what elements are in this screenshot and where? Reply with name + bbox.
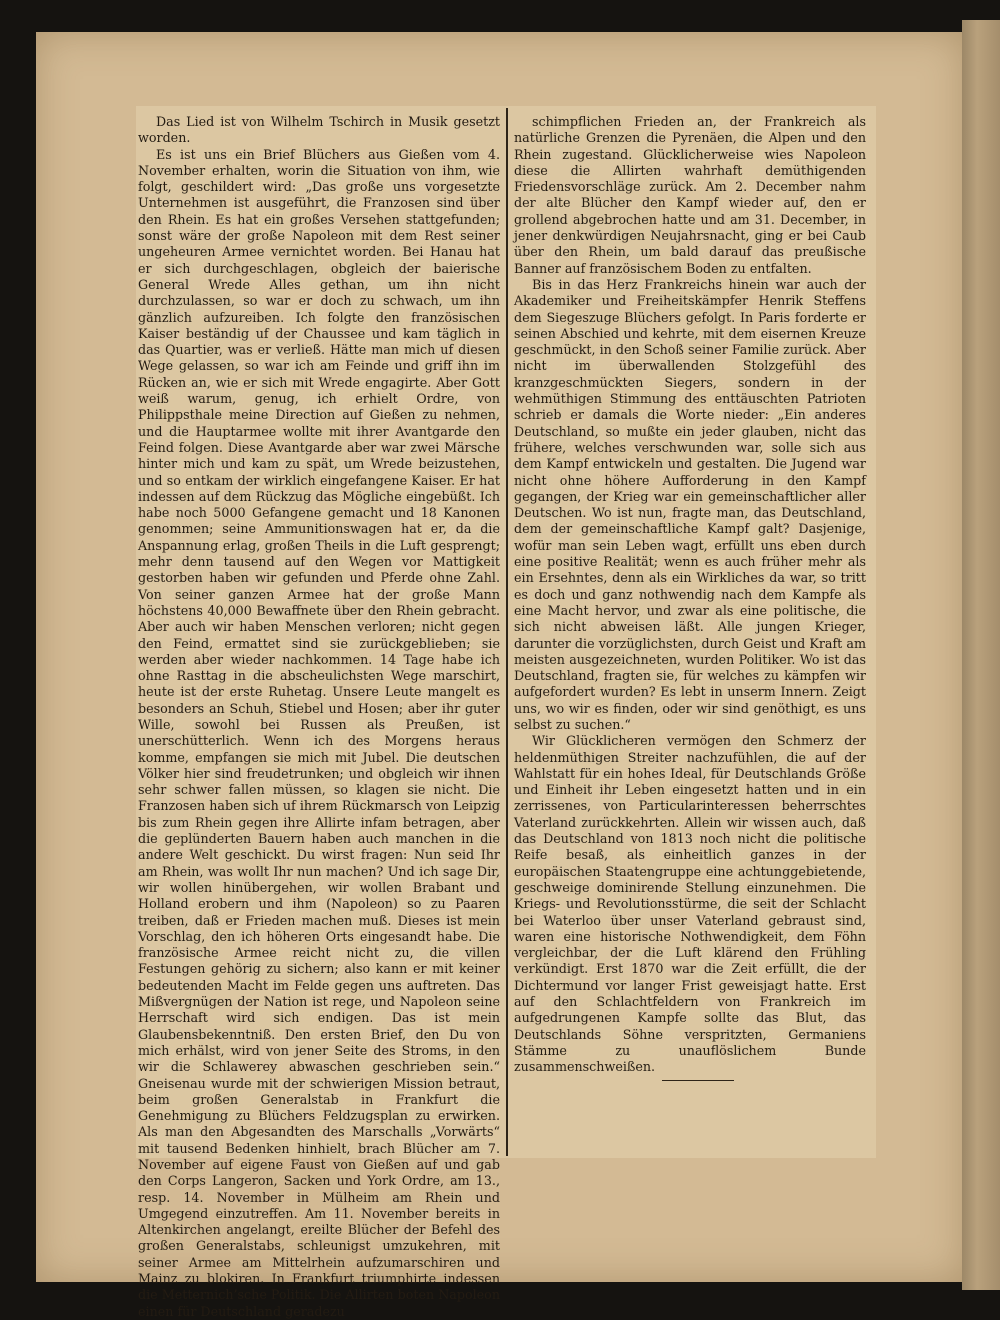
- paragraph: Es ist uns ein Brief Blüchers aus Gießen vom 4. November erhalten, worin die Situation von ihm, wie folgt, geschildert wird: „Das große uns vorgesetzte Unternehmen ist ausgeführt, die Franzosen sind über den Rhein. Es hat ein großes Versehen stattgefunden; sonst wäre der große Napoleon mit dem Rest seiner ungeheuren Armee vernichtet worden. Bei Hanau hat er sich durchgeschlagen, obgleich der baierische General Wrede Alles gethan, um ihn nicht durchzulassen, so war er doch zu schwach, um ihn gänzlich aufzureiben. Ich folgte den französischen Kaiser beständig uf der Chaussee und kam täglich in das Quartier, was er verließ. Hätte man mich uf diesen Wege gelassen, so war ich am Feinde und griff ihn im Rücken an, wie er sich mit Wrede engagirte. Aber Gott weiß warum, genug, ich erhielt Ordre, von Philippsthale meine Direction auf Gießen zu nehmen, und die Hauptarmee wollte mit ihrer Avantgarde den Feind folgen. Diese Avantgarde aber war zwei Märsche hinter mich und kam zu spät, um Wrede beizustehen, und so entkam der wirklich eingefangene Kaiser. Er hat indessen auf dem Rückzug das Mögliche eingebüßt. Ich habe noch 5000 Gefangene gemacht und 18 Kanonen genommen; seine Ammunitionswagen hat er, da die Anspannung erlag, großen Theils in die Luft gesprengt; mehr denn tausend auf den Wegen vor Mattigkeit gestorben haben wir gefunden und Pferde ohne Zahl. Von seiner ganzen Armee hat der große Mann höchstens 40,000 Bewaffnete über den Rhein gebracht. Aber auch wir haben Menschen verloren; nicht gegen den Feind, ermattet sind sie zurückgeblieben; sie werden aber wieder nachkommen. 14 Tage habe ich ohne Rasttag in die abscheulichsten Wege marschirt, heute ist der erste Ruhetag. Unsere Leute mangelt es besonders an Schuh, Stiebel und Hosen; aber ihr guter Wille, sowohl bei Russen als Preußen, ist unerschütterlich. Wenn ich des Morgens heraus komme, empfangen sie mich mit Jubel. Die deutschen Völker hier sind freudetrunken; und obgleich wir ihnen sehr schwer fallen müssen, so klagen sie nicht. Die Franzosen haben sich uf ihrem Rückmarsch von Leipzig bis zum Rhein gegen ihre Allirte infam betragen, aber die geplünderten Bauern haben auch manchen in die andere Welt geschickt. Du wirst fragen: Nun seid Ihr am Rhein, was wollt Ihr nun machen? Und ich sage Dir, wir wollen hinübergehen, wir wollen Brabant und Holland erobern und ihm (Napoleon) so zu Paaren treiben, daß er Frieden machen muß. Dieses ist mein Vorschlag, den ich höheren Orts eingesandt habe. Die französische Armee reicht nicht zu, die villen Festungen gehörig zu sichern; also kann er mit keiner bedeutenden Macht im Felde gegen uns auftreten. Das Mißvergnügen der Nation ist rege, und Napoleon seine Herrschaft wird sich endigen. Das ist mein Glaubensbekenntniß. Den ersten Brief, den Du von mich erhälst, wird von jener Seite des Stroms, in den wir die Schlawerey abwaschen geschrieben sein.“ Gneisenau wurde mit der schwierigen Mission betraut, beim großen Generalstab in Frankfurt die Genehmigung zu Blüchers Feldzugsplan zu erwirken. Als man den Abgesandten des Marschalls „Vorwärts“ mit tausend Bedenken hinhielt, brach Blücher am 7. November auf eigene Faust von Gießen auf und gab den Corps Langeron, Sacken und York Ordre, am 13., resp. 14. November in Mülheim am Rhein und Umgegend einzutreffen. Am 11. November bereits in Altenkirchen angelangt, ereilte Blücher der Befehl des großen Generalstabs, schleunigst umzukehren, mit seiner Armee am Mittelrhein aufzumarschiren und Mainz zu blokiren. In Frankfurt triumphirte indessen die Metternich’sche Politik. Die Allirten boten Napoleon einen für Deutschland geradezu: [138, 146, 500, 1319]
- paragraph: Bis in das Herz Frankreichs hinein war auch der Akademiker und Freiheitskämpfer Henrik Steffens dem Siegeszuge Blüchers gefolgt. In Paris forderte er seinen Abschied und kehrte, mit dem eisernen Kreuze geschmückt, in den Schoß seiner Familie zurück. Aber nicht im überwallenden Stolzgefühl des kranzgeschmückten Siegers, sondern in der wehmüthigen Stimmung des enttäuschten Patrioten schrieb er damals die Worte nieder: „Ein anderes Deutschland, so mußte ein jeder glauben, nicht das frühere, welches verschwunden war, solle sich aus dem Kampf entwickeln und gestalten. Die Jugend war nicht ohne höhere Aufforderung in den Kampf gegangen, der Krieg war ein gemeinschaftlicher aller Deutschen. Wo ist nun, fragte man, das Deutschland, dem der gemeinschaftliche Kampf galt? Dasjenige, wofür man sein Leben wagt, erfüllt uns eben durch eine positive Realität; wenn es auch früher mehr als ein Ersehntes, denn als ein Wirkliches da war, so tritt es doch und ganz nothwendig nach dem Kampfe als eine Macht hervor, und zwar als eine politische, die sich nicht abweisen läßt. Alle jungen Krieger, darunter die vorzüglichsten, durch Geist und Kraft am meisten ausgezeichneten, wurden Politiker. Wo ist das Deutschland, fragten sie, für welches zu kämpfen wir aufgefordert wurden? Es lebt in unserm Innern. Zeigt uns, wo wir es finden, oder wir sind genöthigt, es uns selbst zu suchen.“: [514, 276, 866, 732]
- column-divider: [506, 108, 508, 1156]
- right-column: [514, 114, 866, 1081]
- paragraph: schimpflichen Frieden an, der Frankreich als natürliche Grenzen die Pyrenäen, die Alpen und den Rhein zugestand. Glücklicherweise wies Napoleon diese die Allirten wahrhaft demüthigenden Friedensvorschläge zurück. Am 2. December nahm der alte Blücher den Kampf wieder auf, den er grollend abgebrochen hatte und am 31. December, in jener denkwürdigen Neujahrsnacht, ging er bei Caub über den Rhein, um bald darauf das preußische Banner auf französischem Boden zu entfalten.: [514, 114, 866, 276]
- paragraph: Wir Glücklicheren vermögen den Schmerz der heldenmüthigen Streiter nachzufühlen, die auf der Wahlstatt für ein hohes Ideal, für Deutschlands Größe und Einheit ihr Leben eingesetzt hatten und in ein zerrissenes, von Particularinteressen beherrschtes Vaterland zurückkehrten. Allein wir wissen auch, daß das Deutschland von 1813 noch nicht die politische Reife besaß, als einheitlich ganzes in der europäischen Staatengruppe eine achtunggebietende, geschweige dominirende Stellung einzunehmen. Die Kriegs- und Revolutionsstürme, die seit der Schlacht bei Waterloo über unser Vaterland gebraust sind, waren eine historische Nothwendigkeit, dem Föhn vergleichbar, der die Luft klärend den Frühling verkündigt. Erst 1870 war die Zeit erfüllt, die der Dichtermund vor langer Frist geweisjagt hatte. Erst auf den Schlachtfeldern von Frankreich im aufgedrungenen Kampfe sollte das Blut, das Deutschlands Söhne verspritzten, Germaniens Stämme zu unauflöslichem Bunde zusammenschweißen.: [514, 733, 866, 1075]
- adjacent-page-edge: [962, 20, 1000, 1290]
- left-column: [138, 114, 500, 1320]
- end-rule: [662, 1080, 734, 1081]
- paragraph: Das Lied ist von Wilhelm Tschirch in Musik gesetzt worden.: [138, 114, 500, 146]
